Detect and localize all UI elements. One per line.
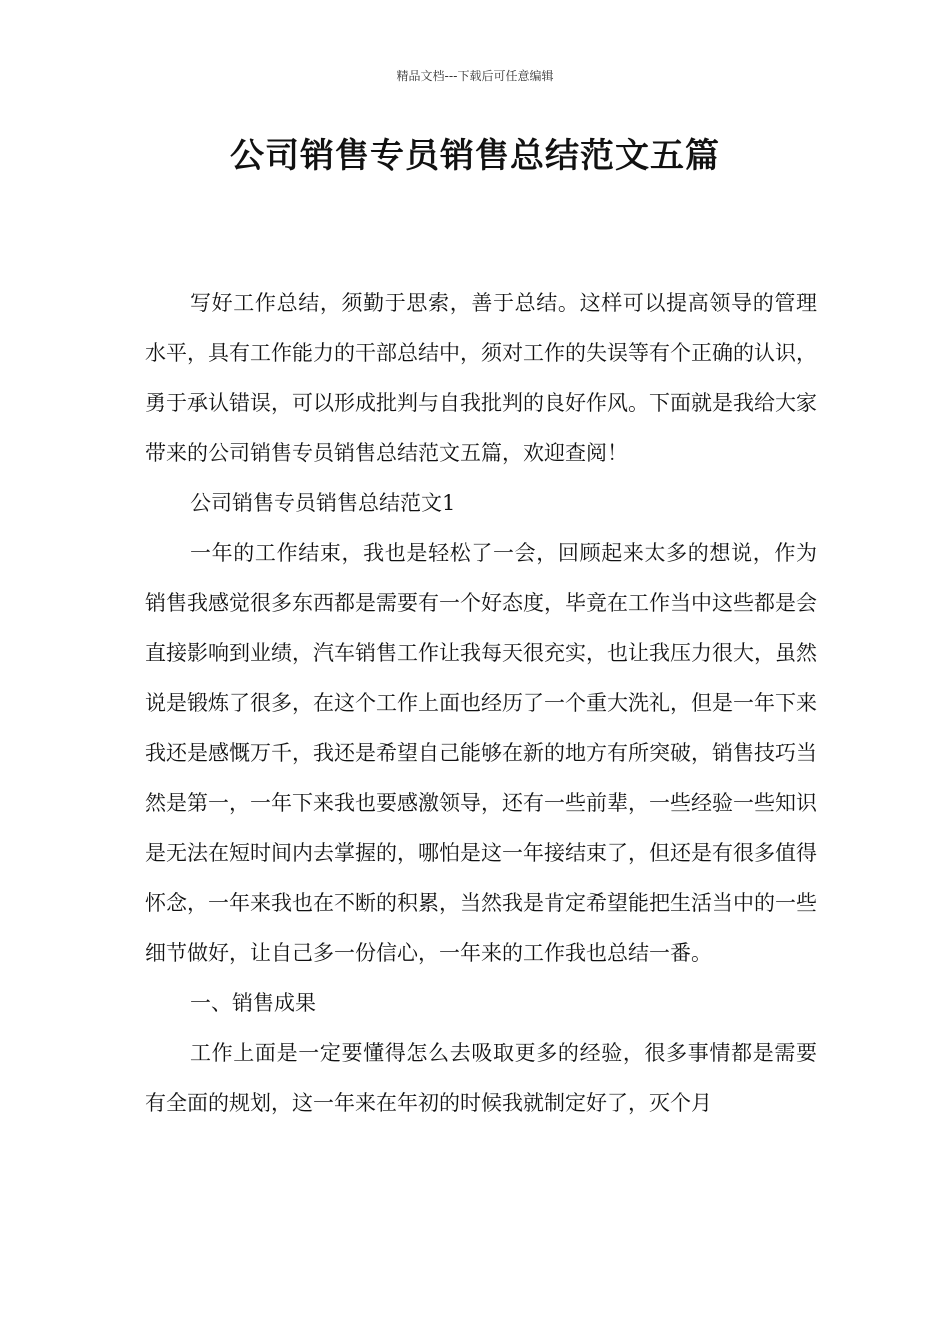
section-heading-sample-1: 公司销售专员销售总结范文1 — [190, 491, 456, 515]
document-body — [145, 278, 817, 1128]
body-paragraph: 一年的工作结束，我也是轻松了一会，回顾起来太多的想说，作为销售我感觉很多东西都是需要有一个好态度，毕竟在工作当中这些都是会直接影响到业绩，汽车销售工作让我每天很充实，也让我压力很大，虽然说是锻炼了很多，在这个工作上面也经历了一个重大洗礼，但是一年下来我还是感慨万千，我还是希望自己能够在新的地方有所突破，销售技巧当然是第一，一年下来我也要感激领导，还有一些前辈，一些经验一些知识是无法在短时间内去掌握的，哪怕是这一年接结束了，但还是有很多值得怀念，一年来我也在不断的积累，当然我是肯定希望能把生活当中的一些细节做好，让自己多一份信心，一年来的工作我也总结一番。 — [145, 541, 817, 965]
document-title: 公司销售专员销售总结范文五篇 — [230, 136, 720, 176]
intro-paragraph: 写好工作总结，须勤于思索，善于总结。这样可以提高领导的管理水平，具有工作能力的干部总结中，须对工作的失误等有个正确的认识，勇于承认错误，可以形成批判与自我批判的良好作风。下面就是我给大家带来的公司销售专员销售总结范文五篇，欢迎查阅！ — [145, 291, 817, 465]
header-note: 精品文档---下载后可任意编辑 — [396, 69, 554, 83]
section-heading-sales-results: 一、销售成果 — [190, 991, 316, 1015]
body-paragraph: 工作上面是一定要懂得怎么去吸取更多的经验，很多事情都是需要有全面的规划，这一年来在年初的时候我就制定好了，灭个月 — [145, 1041, 817, 1115]
